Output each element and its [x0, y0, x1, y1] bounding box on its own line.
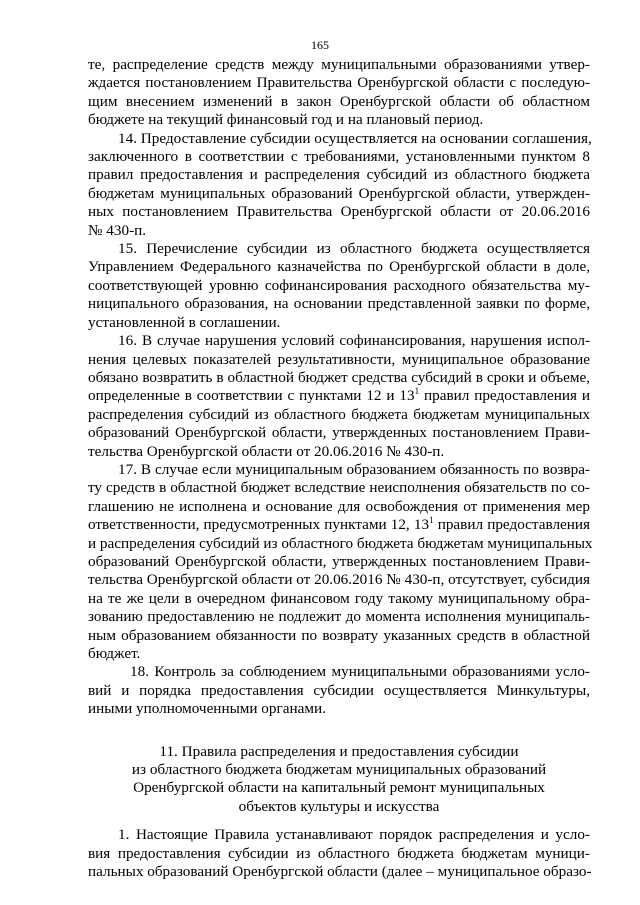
- text-line: 1. Настоящие Правила устанавливают порядок распределения и усло-: [118, 826, 590, 844]
- text-line: тельства Оренбургской области от 20.06.2016 № 430-п, отсутствует, субсидия: [88, 571, 590, 589]
- text-line: 16. В случае нарушения условий софинансирования, нарушения испол-: [118, 332, 590, 350]
- text-line: соответствующей уровню софинансирования расходного обязательства му-: [88, 276, 590, 294]
- text-line: № 430-п.: [88, 221, 147, 239]
- section-title-line: из областного бюджета бюджетам муниципальных образований: [131, 761, 547, 779]
- text-line: 17. В случае если муниципальным образованием обязанность по возвра-: [118, 460, 590, 478]
- text-line: зованию предоставлению не подлежит до момента исполнения муниципаль-: [88, 608, 590, 626]
- text-line: 15. Перечисление субсидии из областного бюджета осуществляется: [118, 240, 590, 258]
- text-line: 14. Предоставление субсидии осуществляется на основании соглашения,: [118, 129, 592, 147]
- text-line: те, распределение средств между муниципальными образованиями утвер-: [88, 56, 590, 73]
- text-line: Управлением Федерального казначейства по Оренбургской области в доле,: [88, 258, 590, 276]
- text-line: ждается постановлением Правительства Оренбургской области с последую-: [88, 74, 590, 92]
- paragraph-1: [88, 826, 590, 881]
- text-line: обязано возвратить в областной бюджет средства субсидий в сроки и объеме,: [88, 368, 590, 386]
- text-line: ных постановлением Правительства Оренбургской области от 20.06.2016: [88, 203, 590, 221]
- text-line: ниципального образования, на основании представленной заявки по форме,: [88, 295, 590, 313]
- text-line: правил предоставления и распределения субсидий из областного бюджета: [88, 166, 590, 184]
- text-line: 18. Контроль за соблюдением муниципальными образованиями усло-: [130, 663, 590, 681]
- text-fragment: ответственности, предусмотренных пунктами 12, 13: [88, 516, 430, 534]
- text-line: глашению не исполнена и основание для освобождения от применения мер: [88, 497, 590, 515]
- text-line: заключенного в соответствии с требованиями, установленными пунктом 8: [88, 148, 590, 166]
- text-fragment: правил предоставления и: [419, 387, 591, 405]
- text-line: образований Оренбургской области, утвержденных постановлением Прави-: [88, 424, 590, 442]
- text-fragment: правил предоставления: [433, 516, 591, 534]
- text-line: бюджете на текущий финансовый год и на плановый период.: [88, 111, 484, 129]
- text-line: ным образованием обязанности по возврату указанных средств в областной: [88, 626, 590, 644]
- text-line: образований Оренбургской области, утвержденных постановлением Прави-: [88, 552, 590, 570]
- paragraph-15: [88, 240, 590, 332]
- paragraph-17: [88, 460, 593, 663]
- text-line: вий и порядка предоставления субсидии осуществляется Минкультуры,: [88, 681, 590, 699]
- superscript: 1: [429, 515, 434, 526]
- paragraph-intro: [88, 56, 590, 130]
- text-line: [88, 387, 590, 405]
- paragraph-16: [88, 332, 590, 461]
- text-line: иными уполномоченными органами.: [88, 700, 326, 718]
- text-line: нения целевых показателей результативности, муниципальное образование: [88, 350, 590, 368]
- text-line: вия предоставления субсидии из областного бюджета бюджетам муници-: [88, 844, 590, 862]
- section-title-line: Оренбургской области на капитальный ремонт муниципальных: [133, 779, 545, 797]
- page-number: 165: [311, 38, 329, 52]
- text-line: установленной в соглашении.: [88, 313, 281, 331]
- text-line: тельства Оренбургской области от 20.06.2016 № 430-п.: [88, 442, 445, 460]
- text-line: щим внесением изменений в закон Оренбургской области об областном: [88, 92, 590, 110]
- text-fragment: определенные в соответствии с пунктами 12 и 13: [88, 387, 415, 405]
- text-line: распределения субсидий из областного бюджета бюджетам муниципальных: [88, 405, 590, 423]
- text-line: на те же цели в очередном финансовом году такому муниципальному обра-: [88, 589, 590, 607]
- text-line: бюджет.: [88, 645, 141, 662]
- text-line: пальных образований Оренбургской области (далее – муниципальное образо-: [88, 863, 592, 881]
- section-title-line: 11. Правила распределения и предоставления субсидии: [159, 742, 519, 760]
- text-line: и распределения субсидий из областного бюджета бюджетам муниципальных: [88, 534, 593, 552]
- paragraph-18: [88, 663, 590, 718]
- paragraph-14: [88, 130, 590, 240]
- document-body: [88, 56, 593, 881]
- section-title: [88, 743, 590, 817]
- text-line: ту средств в областной бюджет вследствие неисполнения обязательств по со-: [88, 479, 590, 497]
- text-line: бюджетам муниципальных образований Оренбургской области, утвержден-: [88, 184, 590, 202]
- superscript: 1: [414, 386, 420, 397]
- text-line: [88, 516, 590, 534]
- section-title-line: объектов культуры и искусства: [238, 797, 440, 815]
